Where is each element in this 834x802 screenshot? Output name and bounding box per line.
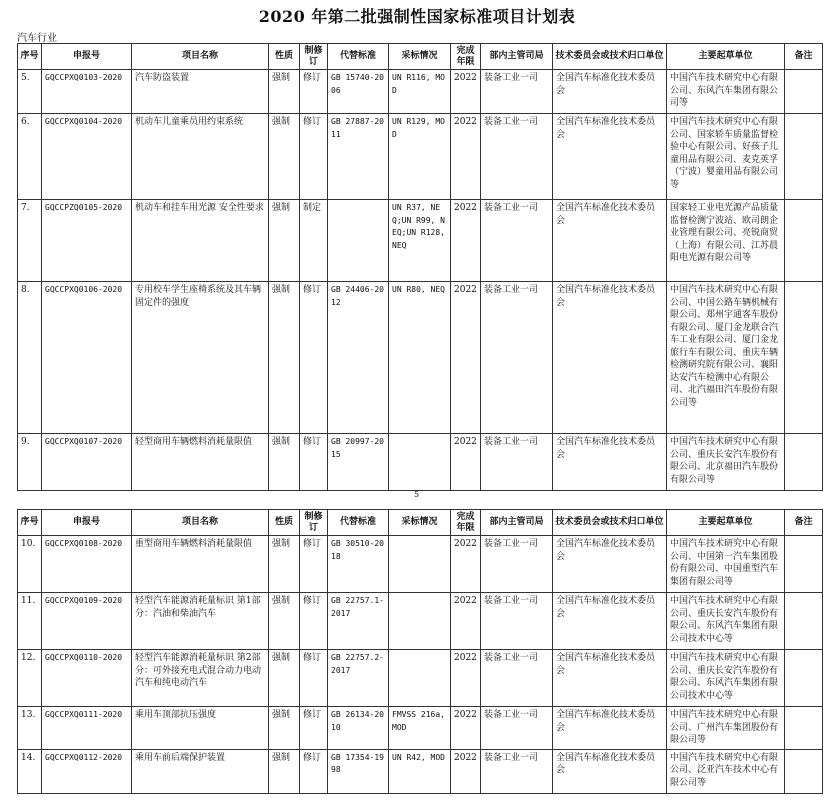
header-row: [18, 510, 823, 536]
cell-revise: 修订: [300, 536, 328, 593]
cell-adopt: UN R37, NEQ;UN R99, NEQ;UN R128, NEQ: [389, 200, 451, 282]
cell-name: 乘用车前后端保护装置: [132, 749, 269, 793]
cell-seq: 14.: [18, 749, 42, 793]
cell-code: GQCCPXQ0109-2020: [42, 593, 132, 650]
header-remark: 备注: [785, 510, 823, 536]
cell-seq: 7.: [18, 200, 42, 282]
header-adopt: 采标情况: [389, 44, 451, 70]
cell-drafter: 中国汽车技术研究中心有限公司、东风汽车集团有限公司等: [667, 70, 785, 114]
cell-name: 机动车和挂车用光源 安全性要求: [132, 200, 269, 282]
cell-year: 2022: [451, 70, 481, 114]
cell-replace: GB 27887-2011: [328, 114, 389, 200]
cell-dept: 装备工业一司: [481, 114, 553, 200]
cell-code: GQCCPXQ0107-2020: [42, 434, 132, 491]
cell-name: 乘用车顶部抗压强度: [132, 707, 269, 750]
cell-year: 2022: [451, 536, 481, 593]
cell-remark: [785, 749, 823, 793]
cell-replace: [328, 200, 389, 282]
cell-replace: GB 26134-2010: [328, 707, 389, 750]
cell-replace: GB 22757.2-2017: [328, 650, 389, 707]
header-seq: 序号: [18, 510, 42, 536]
cell-year: 2022: [451, 434, 481, 491]
cell-dept: 装备工业一司: [481, 707, 553, 750]
cell-remark: [785, 114, 823, 200]
cell-seq: 9.: [18, 434, 42, 491]
cell-replace: GB 20997-2015: [328, 434, 389, 491]
table-row: [18, 282, 823, 434]
cell-code: GQCCPXQ0112-2020: [42, 749, 132, 793]
header-dept: 部内主管司局: [481, 44, 553, 70]
cell-seq: 6.: [18, 114, 42, 200]
header-dept: 部内主管司局: [481, 510, 553, 536]
cell-nature: 强制: [269, 650, 300, 707]
cell-nature: 强制: [269, 434, 300, 491]
page-mark: 5: [414, 490, 420, 499]
cell-drafter: 中国汽车技术研究中心有限公司、中国第一汽车集团股份有限公司、中国重型汽车集团有限公司等: [667, 536, 785, 593]
table-row: [18, 70, 823, 114]
cell-committee: 全国汽车标准化技术委员会: [553, 200, 667, 282]
cell-remark: [785, 200, 823, 282]
cell-adopt: UN R129, MOD: [389, 114, 451, 200]
cell-code: GQCCPXQ0110-2020: [42, 650, 132, 707]
cell-remark: [785, 434, 823, 491]
table-row: [18, 707, 823, 750]
cell-dept: 装备工业一司: [481, 200, 553, 282]
cell-dept: 装备工业一司: [481, 536, 553, 593]
cell-committee: 全国汽车标准化技术委员会: [553, 536, 667, 593]
cell-revise: 修订: [300, 70, 328, 114]
cell-dept: 装备工业一司: [481, 282, 553, 434]
standards-table-2: [17, 509, 823, 794]
cell-replace: GB 24406-2012: [328, 282, 389, 434]
cell-adopt: UN R116, MOD: [389, 70, 451, 114]
cell-name: 轻型商用车辆燃料消耗量限值: [132, 434, 269, 491]
cell-nature: 强制: [269, 536, 300, 593]
cell-code: GQCCPXQ0103-2020: [42, 70, 132, 114]
cell-dept: 装备工业一司: [481, 593, 553, 650]
header-committee: 技术委员会或技术归口单位: [553, 44, 667, 70]
cell-revise: 修订: [300, 434, 328, 491]
cell-year: 2022: [451, 114, 481, 200]
header-nature: 性质: [269, 44, 300, 70]
cell-committee: 全国汽车标准化技术委员会: [553, 593, 667, 650]
cell-committee: 全国汽车标准化技术委员会: [553, 114, 667, 200]
header-name: 项目名称: [132, 44, 269, 70]
cell-committee: 全国汽车标准化技术委员会: [553, 282, 667, 434]
cell-code: GQCCPXQ0108-2020: [42, 536, 132, 593]
cell-revise: 修订: [300, 114, 328, 200]
cell-dept: 装备工业一司: [481, 70, 553, 114]
cell-year: 2022: [451, 282, 481, 434]
cell-name: 专用校车学生座椅系统及其车辆固定件的强度: [132, 282, 269, 434]
cell-adopt: [389, 536, 451, 593]
cell-committee: 全国汽车标准化技术委员会: [553, 434, 667, 491]
cell-remark: [785, 593, 823, 650]
cell-replace: GB 30510-2018: [328, 536, 389, 593]
header-revise: 制修订: [300, 510, 328, 536]
header-revise: 制修订: [300, 44, 328, 70]
table-row: [18, 434, 823, 491]
cell-seq: 10.: [18, 536, 42, 593]
cell-year: 2022: [451, 200, 481, 282]
cell-revise: 修订: [300, 593, 328, 650]
cell-adopt: FMVSS 216a, MOD: [389, 707, 451, 750]
cell-dept: 装备工业一司: [481, 749, 553, 793]
cell-replace: GB 17354-1998: [328, 749, 389, 793]
cell-seq: 13.: [18, 707, 42, 750]
standards-table-1: [17, 43, 823, 491]
cell-drafter: 中国汽车技术研究中心有限公司、重庆长安汽车股份有限公司、东风汽车集团有限公司技术中心等: [667, 650, 785, 707]
cell-year: 2022: [451, 650, 481, 707]
cell-revise: 修订: [300, 707, 328, 750]
header-remark: 备注: [785, 44, 823, 70]
cell-name: 轻型汽车能源消耗量标识 第1部分：汽油和柴油汽车: [132, 593, 269, 650]
cell-remark: [785, 707, 823, 750]
cell-drafter: 中国汽车技术研究中心有限公司、广州汽车集团股份有限公司等: [667, 707, 785, 750]
header-replace: 代替标准: [328, 44, 389, 70]
cell-code: GQCCPZQ0105-2020: [42, 200, 132, 282]
cell-drafter: 中国汽车技术研究中心有限公司、国家轿车质量监督检验中心有限公司、好孩子儿童用品有限公司、麦克英孚（宁波）婴童用品有限公司等: [667, 114, 785, 200]
table-row: [18, 114, 823, 200]
header-year: 完成年限: [451, 44, 481, 70]
cell-nature: 强制: [269, 707, 300, 750]
cell-replace: GB 15740-2006: [328, 70, 389, 114]
cell-name: 机动车儿童乘员用约束系统: [132, 114, 269, 200]
cell-name: 汽车防盗装置: [132, 70, 269, 114]
cell-drafter: 中国汽车技术研究中心有限公司、中国公路车辆机械有限公司、郑州宇通客车股份有限公司、厦门金龙联合汽车工业有限公司、厦门金龙旅行车有限公司、重庆车辆检测研究院有限公司、襄阳达安汽车检测中心有限公司、北汽福田汽车股份有限公司等: [667, 282, 785, 434]
cell-dept: 装备工业一司: [481, 650, 553, 707]
cell-revise: 修订: [300, 749, 328, 793]
table-row: [18, 200, 823, 282]
cell-nature: 强制: [269, 200, 300, 282]
header-row: [18, 44, 823, 70]
cell-adopt: [389, 650, 451, 707]
cell-replace: GB 22757.1-2017: [328, 593, 389, 650]
cell-seq: 8.: [18, 282, 42, 434]
header-adopt: 采标情况: [389, 510, 451, 536]
table-row: [18, 749, 823, 793]
header-year: 完成年限: [451, 510, 481, 536]
header-drafter: 主要起草单位: [667, 510, 785, 536]
cell-adopt: UN R42, MOD: [389, 749, 451, 793]
cell-name: 重型商用车辆燃料消耗量限值: [132, 536, 269, 593]
cell-name: 轻型汽车能源消耗量标识 第2部分：可外接充电式混合动力电动汽车和纯电动汽车: [132, 650, 269, 707]
cell-drafter: 国家轻工业电光源产品质量监督检测宁波站、欧司朗企业管理有限公司、亮锐商贸（上海）有限公司、江苏晨阳电光源有限公司等: [667, 200, 785, 282]
header-drafter: 主要起草单位: [667, 44, 785, 70]
header-name: 项目名称: [132, 510, 269, 536]
cell-dept: 装备工业一司: [481, 434, 553, 491]
cell-revise: 修订: [300, 282, 328, 434]
cell-adopt: UN R80, NEQ: [389, 282, 451, 434]
cell-year: 2022: [451, 707, 481, 750]
cell-remark: [785, 650, 823, 707]
cell-year: 2022: [451, 749, 481, 793]
cell-nature: 强制: [269, 593, 300, 650]
header-committee: 技术委员会或技术归口单位: [553, 510, 667, 536]
header-code: 申报号: [42, 44, 132, 70]
cell-year: 2022: [451, 593, 481, 650]
table-row: [18, 650, 823, 707]
cell-nature: 强制: [269, 70, 300, 114]
page-title: 2020 年第二批强制性国家标准项目计划表: [258, 7, 576, 26]
cell-code: GQCCPXQ0104-2020: [42, 114, 132, 200]
cell-nature: 强制: [269, 114, 300, 200]
cell-nature: 强制: [269, 749, 300, 793]
header-replace: 代替标准: [328, 510, 389, 536]
cell-seq: 5.: [18, 70, 42, 114]
table-row: [18, 536, 823, 593]
header-nature: 性质: [269, 510, 300, 536]
cell-revise: 制定: [300, 200, 328, 282]
header-seq: 序号: [18, 44, 42, 70]
cell-committee: 全国汽车标准化技术委员会: [553, 707, 667, 750]
cell-seq: 12.: [18, 650, 42, 707]
cell-seq: 11.: [18, 593, 42, 650]
table-row: [18, 593, 823, 650]
cell-code: GQCCPXQ0111-2020: [42, 707, 132, 750]
cell-nature: 强制: [269, 282, 300, 434]
cell-remark: [785, 536, 823, 593]
cell-committee: 全国汽车标准化技术委员会: [553, 70, 667, 114]
cell-remark: [785, 70, 823, 114]
cell-committee: 全国汽车标准化技术委员会: [553, 650, 667, 707]
cell-committee: 全国汽车标准化技术委员会: [553, 749, 667, 793]
cell-adopt: [389, 434, 451, 491]
cell-drafter: 中国汽车技术研究中心有限公司、泛亚汽车技术中心有限公司等: [667, 749, 785, 793]
header-code: 申报号: [42, 510, 132, 536]
cell-drafter: 中国汽车技术研究中心有限公司、重庆长安汽车股份有限公司、北京福田汽车股份有限公司等: [667, 434, 785, 491]
cell-remark: [785, 282, 823, 434]
cell-code: GQCCPXQ0106-2020: [42, 282, 132, 434]
cell-adopt: [389, 593, 451, 650]
category-label: 汽车行业: [17, 33, 57, 44]
cell-revise: 修订: [300, 650, 328, 707]
cell-drafter: 中国汽车技术研究中心有限公司、重庆长安汽车股份有限公司、东风汽车集团有限公司技术中心等: [667, 593, 785, 650]
